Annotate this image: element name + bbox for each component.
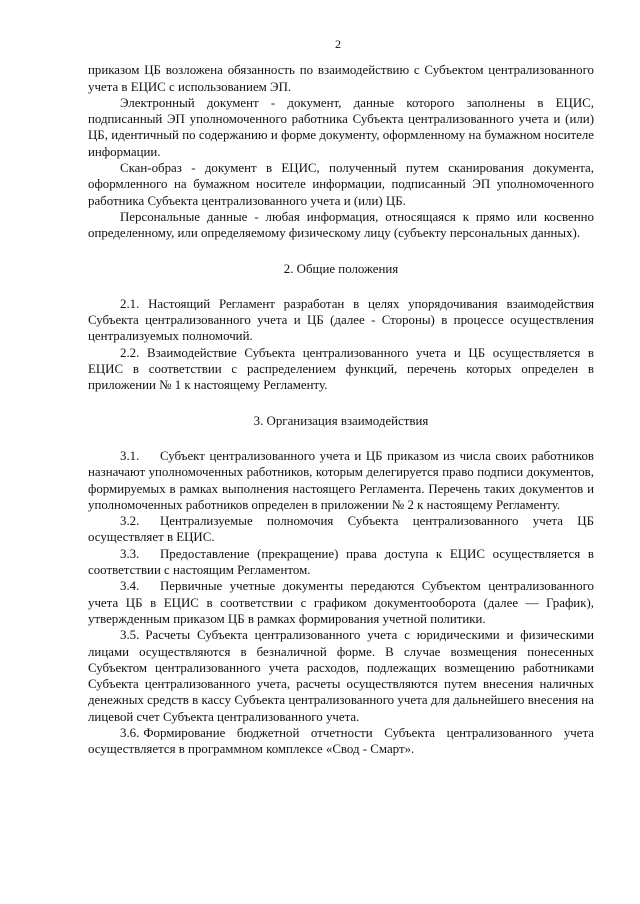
section-2-title: 2. Общие положения (283, 261, 399, 276)
clause-2-2: 2.2. Взаимодействие Субъекта централизованного учета и ЦБ осуществляется в ЕЦИС в соответствии с распределением функций, перечень которых определен в приложении № 1 к настоящему Регламенту. (88, 345, 594, 393)
clause-text: Формирование бюджетной отчетности Субъекта централизованного учета осуществляется в программном комплексе «Свод - Смарт». (88, 725, 594, 757)
document-page (88, 36, 594, 758)
clause-3-2 (88, 513, 594, 546)
clause-text: Централизуемые полномочия Субъекта централизованного учета ЦБ осуществляет в ЕЦИС. (88, 514, 594, 545)
clause-3-6 (88, 725, 594, 758)
clause-number: 3.3. (120, 546, 140, 561)
clause-3-3 (88, 546, 594, 579)
definition-scan-image: Скан-образ - документ в ЕЦИС, полученный путем сканирования документа, оформленного на бумажном носителе информации, подписанный ЭП уполномоченного работника Субъекта централизованного учета и (или) ЦБ. (88, 161, 594, 208)
clause-number: 3.4. (120, 579, 140, 594)
clause-3-1 (88, 448, 594, 513)
clause-text: Расчеты Субъекта централизованного учета с юридическими и физическими лицами осуществляются в безналичной форме. В случае возмещения понесенных Субъектом централизованного учета расходов, подлежащих возмещению работниками Субъекта централизованного учета, расчеты осуществляются путем внесения наличных денежных средств в кассу Субъекта централизованного учета для дальнейшего внесения на лицевой счет Субъекта централизованного учета. (88, 628, 594, 724)
clause-number: 3.2. (120, 514, 140, 529)
section-3-title: 3. Организация взаимодействия (253, 413, 429, 428)
clause-number: 3.6. (120, 725, 140, 740)
clause-number: 3.5. (120, 628, 140, 643)
clause-number: 3.1. (120, 448, 140, 463)
intro-paragraph-continuation: приказом ЦБ возложена обязанность по взаимодействию с Субъектом централизованного учета в ЕЦИС с использованием ЭП. (88, 63, 594, 94)
definition-electronic-document: Электронный документ - документ, данные которого заполнены в ЕЦИС, подписанный ЭП уполномоченного работника Субъекта централизованного учета и (или) ЦБ, идентичный по содержанию и форме документу, оформленному на бумажном носителе информации. (88, 95, 594, 159)
clause-text: Предоставление (прекращение) права доступа к ЕЦИС осуществляется в соответствии с настоящим Регламентом. (88, 546, 594, 578)
clause-2-1: 2.1. Настоящий Регламент разработан в целях упорядочивания взаимодействия Субъекта централизованного учета и ЦБ (далее - Стороны) в процессе осуществления централизуемых полномочий. (88, 296, 594, 344)
clause-3-5 (88, 627, 594, 725)
clause-text: Субъект централизованного учета и ЦБ приказом из числа своих работников назначают уполномоченных работников, которым делегируется право подписи документов, формируемых в рамках выполнения настоящего Регламента. Перечень таких документов и уполномоченных работников определен в приложении № 2 к настоящему Регламенту. (88, 448, 594, 512)
definition-personal-data: Персональные данные - любая информация, относящаяся к прямо или косвенно определенному, или определяемому физическому лицу (субъекту персональных данных). (88, 209, 594, 241)
clause-text: Первичные учетные документы передаются Субъектом централизованного учета ЦБ в ЕЦИС в соответствии с графиком документооборота (далее — График), утвержденным приказом ЦБ в рамках формирования учетной политики. (88, 579, 594, 626)
clause-3-4 (88, 578, 594, 627)
page-number: 2 (335, 37, 341, 51)
